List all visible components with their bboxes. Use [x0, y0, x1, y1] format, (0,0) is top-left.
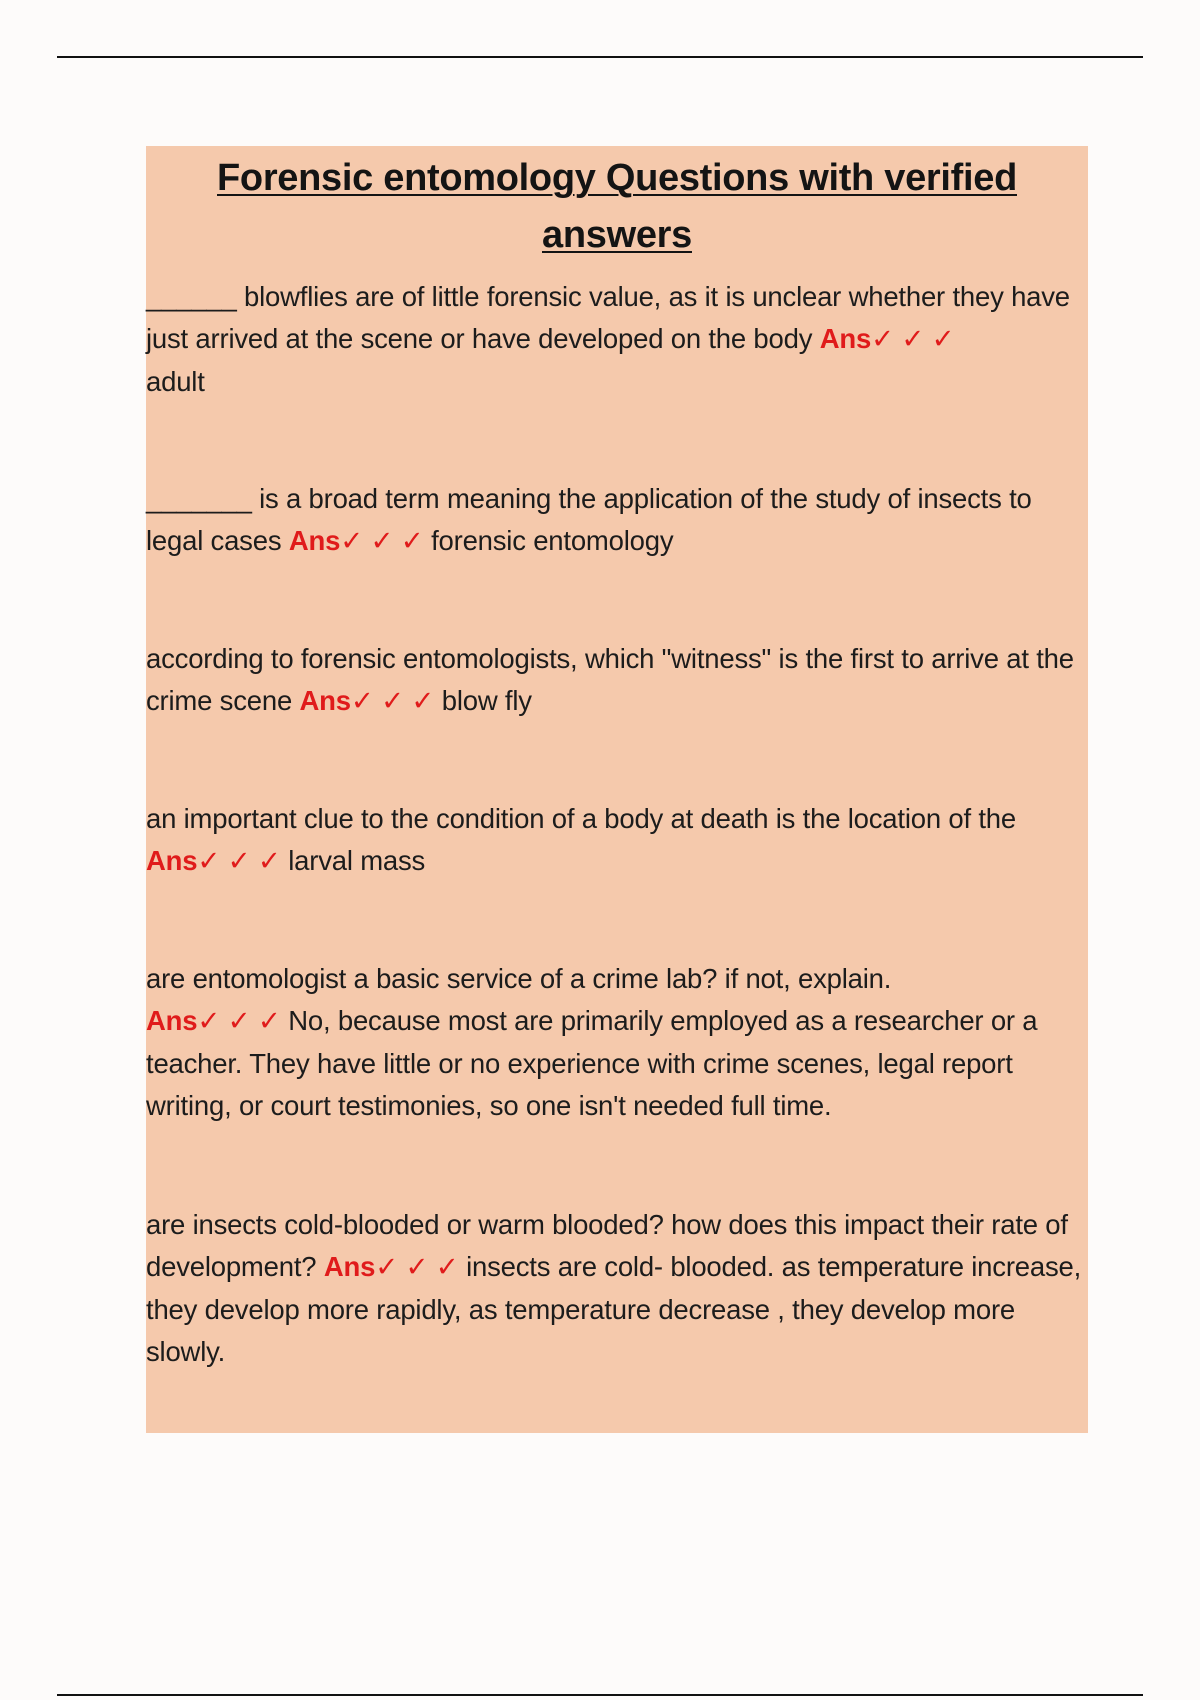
answer-marker: Ans✓ ✓ ✓: [323, 1251, 459, 1283]
question-text: are entomologist a basic service of a crime lab? if not, explain.: [146, 963, 892, 994]
header-rule: [57, 56, 1143, 58]
question-text: an important clue to the condition of a body at death is the location of the: [146, 803, 1016, 834]
qa-item-5: [146, 958, 1088, 1127]
checkmark-icons: ✓ ✓ ✓: [197, 1005, 281, 1037]
checkmark-icons: ✓ ✓ ✓: [350, 685, 435, 717]
answer-text: blow fly: [441, 685, 532, 717]
answer-marker: Ans✓ ✓ ✓: [819, 323, 955, 355]
answer-text: adult: [146, 365, 205, 397]
footer-rule: [57, 1694, 1143, 1696]
answer-marker: Ans✓ ✓ ✓: [146, 845, 281, 877]
document-title: Forensic entomology Questions with verified answers: [217, 157, 1017, 256]
answer-text: forensic entomology: [431, 525, 674, 557]
checkmark-icons: ✓ ✓ ✓: [871, 323, 955, 355]
answer-marker: Ans✓ ✓ ✓: [146, 1005, 281, 1037]
answer-marker: Ans✓ ✓ ✓: [288, 525, 424, 557]
checkmark-icons: ✓ ✓ ✓: [197, 845, 281, 877]
answer-marker: Ans✓ ✓ ✓: [299, 685, 435, 717]
answer-text: insects are cold- blooded. as temperature increase, they develop more rapidly, as temperature decrease , they develop more slowly.: [146, 1251, 1082, 1367]
qa-item-6: [146, 1204, 1088, 1373]
question-text: according to forensic entomologists, which "witness" is the first to arrive at the crime scene: [146, 643, 1074, 717]
answer-text: No, because most are primarily employed as a researcher or a teacher. They have little or no experience with crime scenes, legal report writing, or court testimonies, so one isn't needed full time.: [146, 1005, 1038, 1121]
qa-item-1: [146, 276, 1088, 403]
qa-item-3: [146, 638, 1088, 723]
checkmark-icons: ✓ ✓ ✓: [375, 1251, 459, 1283]
qa-item-4: [146, 798, 1088, 883]
question-text: ______ blowflies are of little forensic value, as it is unclear whether they have just arrived at the scene or have developed on the body: [146, 281, 1070, 355]
question-text: are insects cold-blooded or warm blooded? how does this impact their rate of development?: [146, 1209, 1068, 1283]
answer-text: larval mass: [288, 845, 426, 877]
checkmark-icons: ✓ ✓ ✓: [340, 525, 424, 557]
qa-item-2: [146, 478, 1088, 563]
document-panel: [146, 146, 1088, 1433]
question-text: _______ is a broad term meaning the application of the study of insects to legal cases: [146, 483, 1032, 557]
